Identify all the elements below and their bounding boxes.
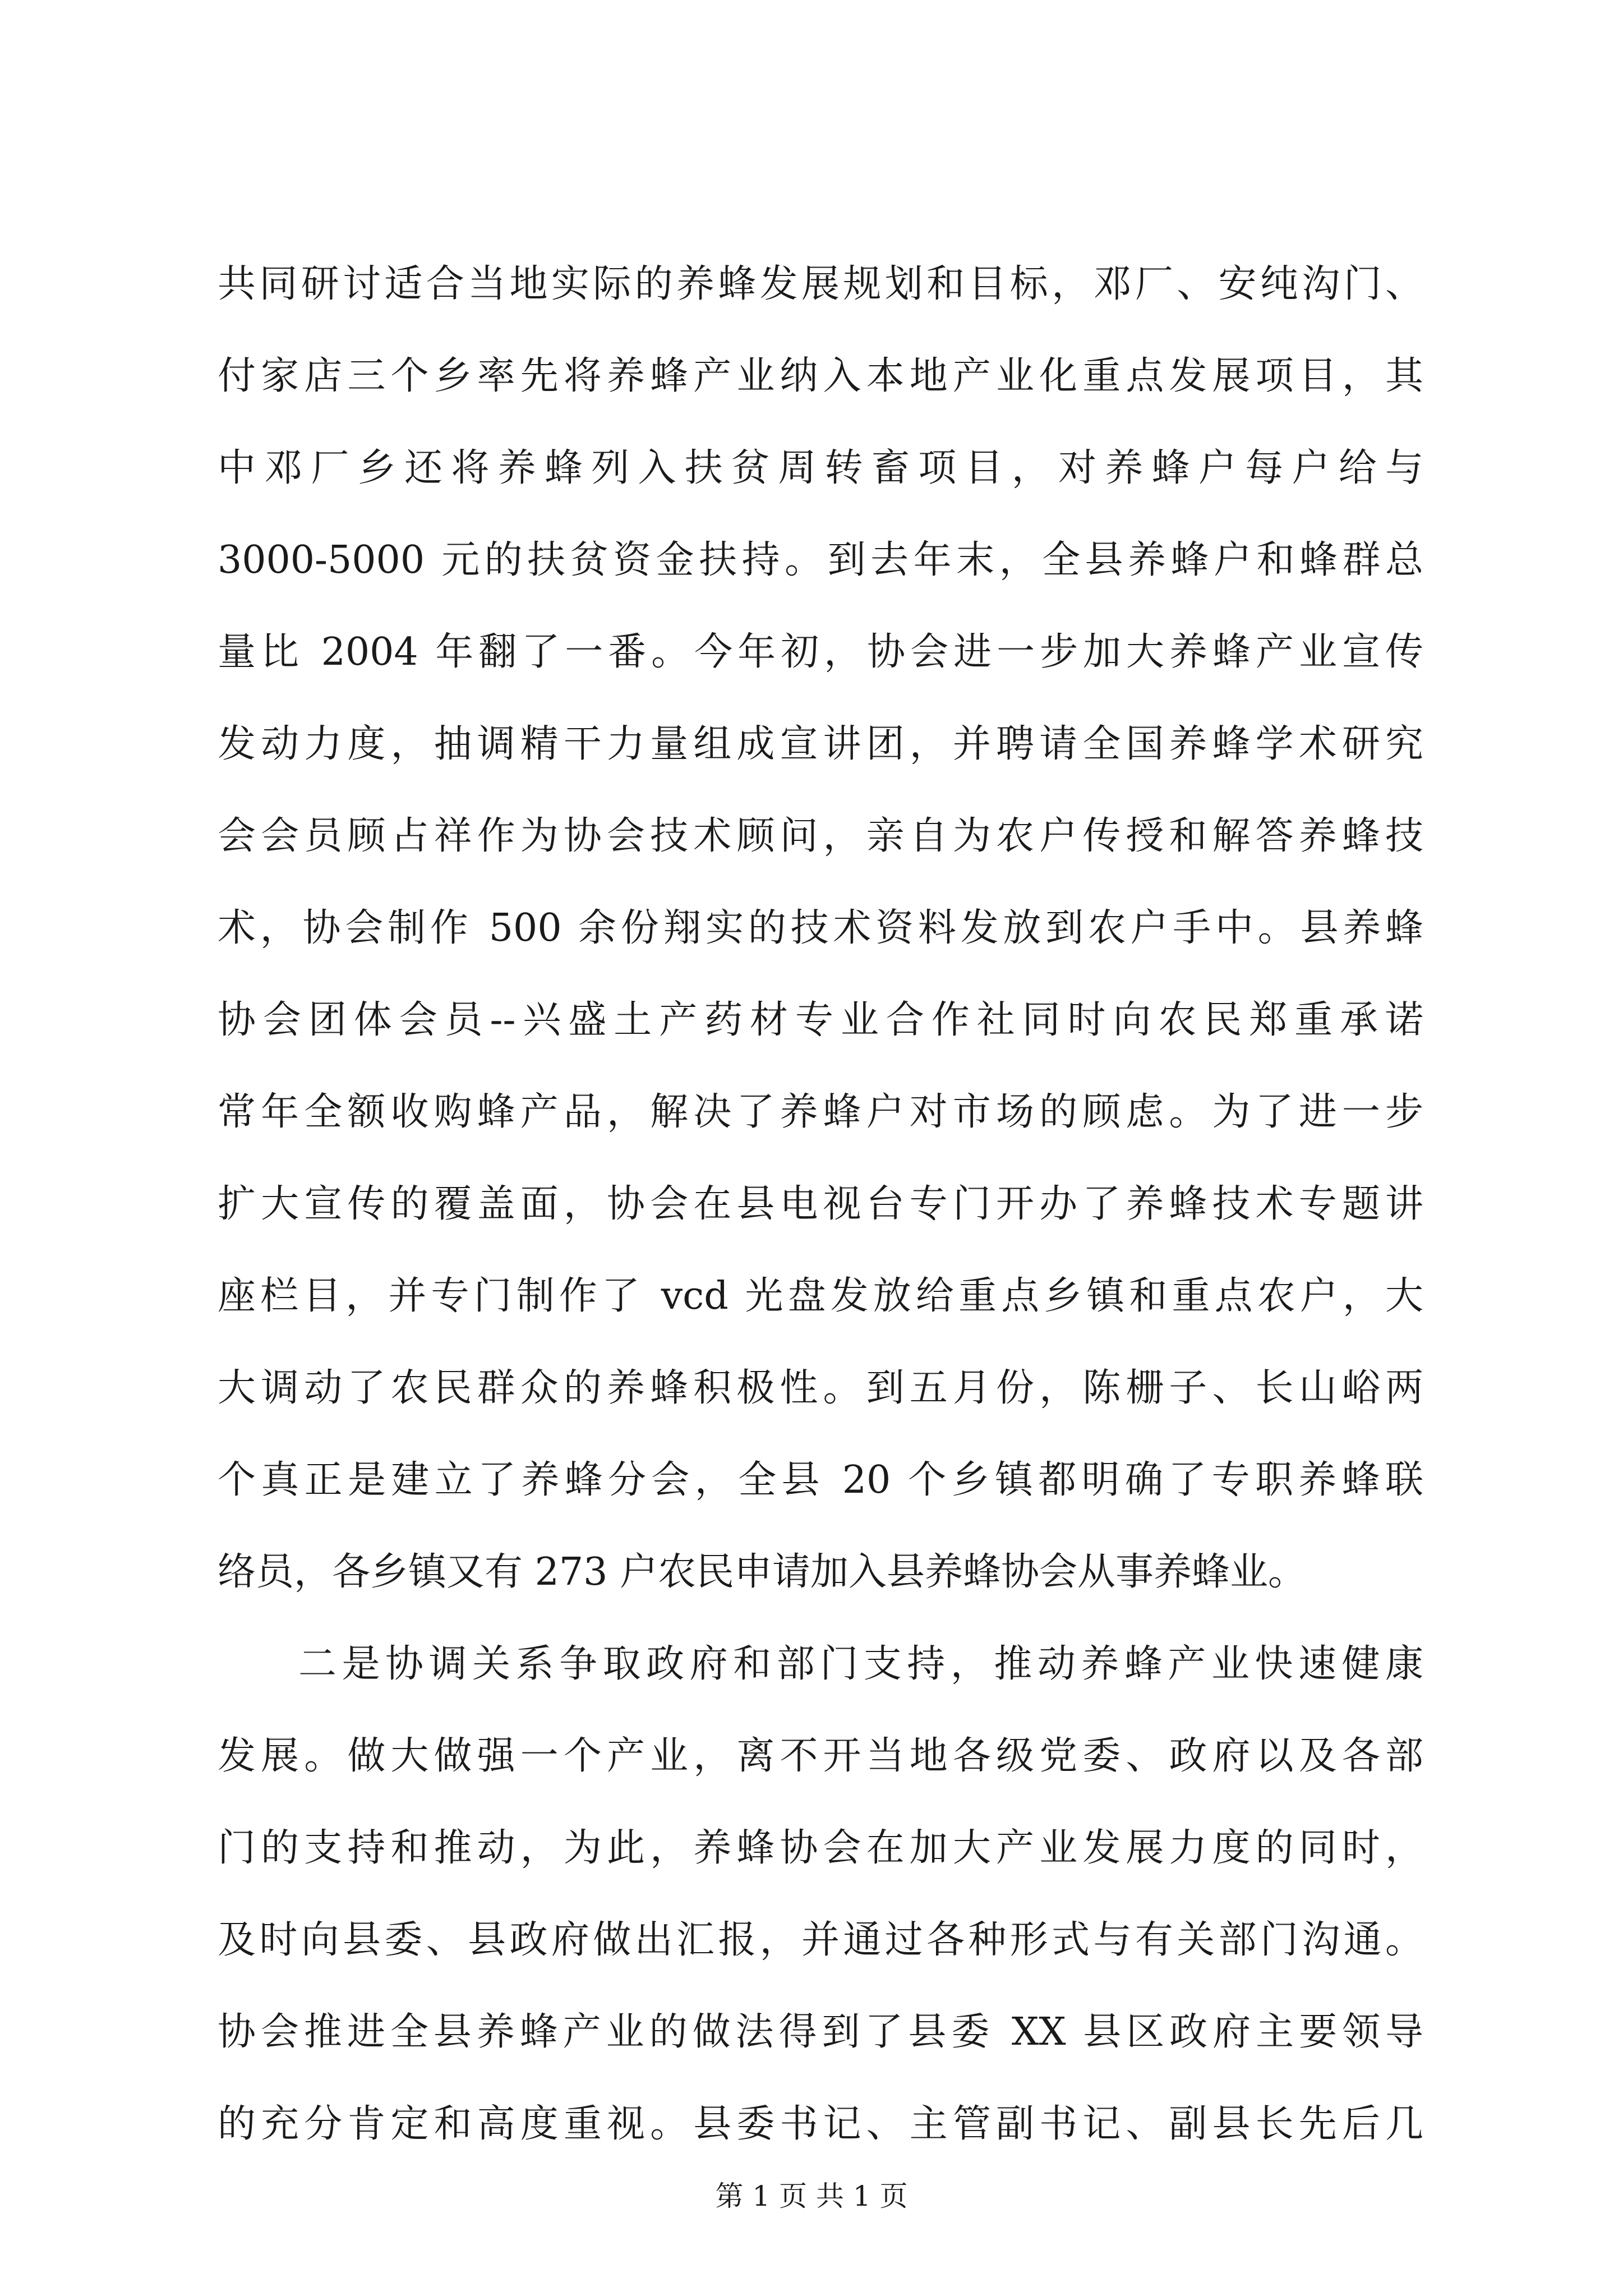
text-line: 常年全额收购蜂产品，解决了养蜂户对市场的顾虑。为了进一步: [218, 1090, 1423, 1134]
text-line: 3000-5000 元的扶贫资金扶持。到去年末，全县养蜂户和蜂群总: [218, 538, 1423, 582]
text-line: 发展。做大做强一个产业，离不开当地各级党委、政府以及各部: [218, 1734, 1423, 1778]
text-line: 个真正是建立了养蜂分会，全县 20 个乡镇都明确了专职养蜂联: [218, 1458, 1423, 1502]
text-line: 会会员顾占祥作为协会技术顾问，亲自为农户传授和解答养蜂技: [218, 814, 1423, 858]
text-line: 的充分肯定和高度重视。县委书记、主管副书记、副县长先后几: [218, 2102, 1423, 2146]
text-line: 量比 2004 年翻了一番。今年初，协会进一步加大养蜂产业宣传: [218, 630, 1423, 674]
text-line: 大调动了农民群众的养蜂积极性。到五月份，陈栅子、长山峪两: [218, 1366, 1423, 1410]
text-line: 协会推进全县养蜂产业的做法得到了县委 XX 县区政府主要领导: [218, 2010, 1423, 2054]
text-line: 术，协会制作 500 余份翔实的技术资料发放到农户手中。县养蜂: [218, 906, 1423, 950]
text-line: 扩大宣传的覆盖面，协会在县电视台专门开办了养蜂技术专题讲: [218, 1182, 1423, 1226]
text-line: 座栏目，并专门制作了 vcd 光盘发放给重点乡镇和重点农户，大: [218, 1274, 1423, 1318]
text-line: 发动力度，抽调精干力量组成宣讲团，并聘请全国养蜂学术研究: [218, 722, 1423, 766]
text-line: 及时向县委、县政府做出汇报，并通过各种形式与有关部门沟通。: [218, 1918, 1423, 1962]
text-line: 共同研讨适合当地实际的养蜂发展规划和目标，邓厂、安纯沟门、: [218, 262, 1423, 306]
text-line: 门的支持和推动，为此，养蜂协会在加大产业发展力度的同时，: [218, 1826, 1423, 1870]
text-line: 付家店三个乡率先将养蜂产业纳入本地产业化重点发展项目，其: [218, 354, 1423, 398]
text-line: 络员，各乡镇又有 273 户农民申请加入县养蜂协会从事养蜂业。: [218, 1550, 1307, 1594]
text-line: 中邓厂乡还将养蜂列入扶贫周转畜项目，对养蜂户每户给与: [218, 446, 1423, 490]
text-line: 协会团体会员--兴盛土产药材专业合作社同时向农民郑重承诺: [218, 998, 1423, 1042]
page-footer: 第 1 页 共 1 页: [715, 2180, 908, 2212]
paragraph-first-line: 二是协调关系争取政府和部门支持，推动养蜂产业快速健康: [298, 1642, 1423, 1686]
